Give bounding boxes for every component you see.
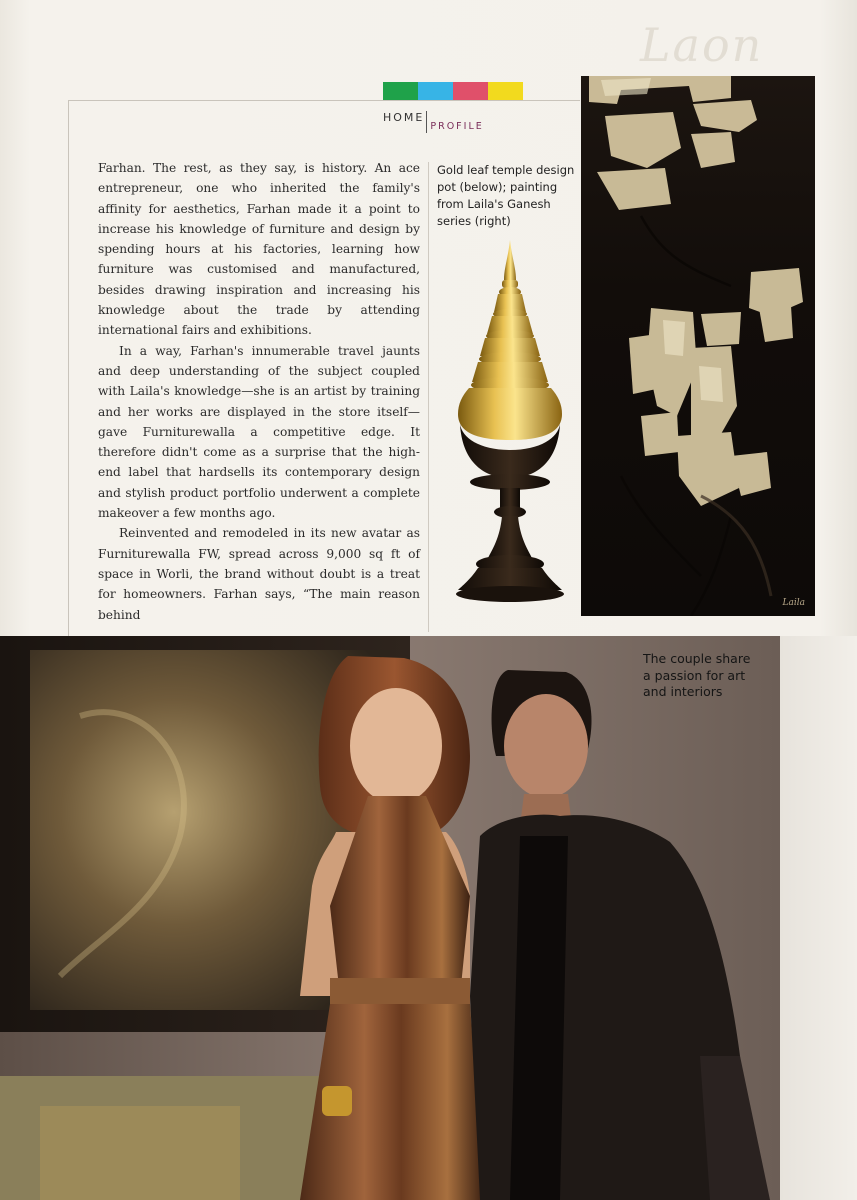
ganesh-painting — [581, 76, 815, 616]
frame-rule-top — [68, 100, 580, 101]
article-body — [98, 158, 420, 625]
color-bar-blue — [418, 82, 453, 100]
bleed-through-text: Laon — [640, 18, 764, 72]
article-paragraph: Reinvented and remodeled in its new avatar as Furniturewalla FW, spread across 9,000 sq ft of space in Worli, the brand without doubt is a treat for homeowners. Farhan says, “The main reason behind — [98, 526, 420, 622]
section-home: HOME — [383, 111, 425, 124]
painting-signature: Laila — [782, 598, 805, 608]
section-profile: PROFILE — [430, 121, 484, 132]
frame-rule-left — [68, 100, 69, 636]
section-color-bar — [383, 82, 523, 100]
gold-pot-photo — [440, 228, 580, 628]
color-bar-yellow — [488, 82, 523, 100]
couple-caption: The couple share a passion for art and interiors — [643, 651, 751, 699]
pot-caption: Gold leaf temple design pot (below); painting from Laila's Ganesh series (right) — [437, 163, 575, 228]
couple-photo — [0, 636, 780, 1200]
section-label — [383, 111, 484, 133]
color-bar-pink — [453, 82, 488, 100]
article-paragraph: Farhan. The rest, as they say, is history. An ace entrepreneur, one who inherited the family's affinity for aesthetics, Farhan made it a point to increase his knowledge of furniture and design by spending hours at his factories, learning how furniture was customised and manufactured, besides drawing inspiration and increasing his knowledge about the trade by attending international fairs and exhibitions. — [98, 161, 420, 338]
article-paragraph: In a way, Farhan's innumerable travel jaunts and deep understanding of the subject coupled with Laila's knowledge—she is an artist by training and her works are displayed in the store itself—gave Furniturewalla a competitive edge. It therefore didn't come as a surprise that the high-end label that hardsells its contemporary design and stylish product portfolio underwent a complete makeover a few months ago. — [98, 343, 420, 521]
column-rule — [428, 162, 429, 632]
section-divider — [426, 111, 427, 133]
page-edge-strip — [780, 636, 857, 1200]
color-bar-green — [383, 82, 418, 100]
